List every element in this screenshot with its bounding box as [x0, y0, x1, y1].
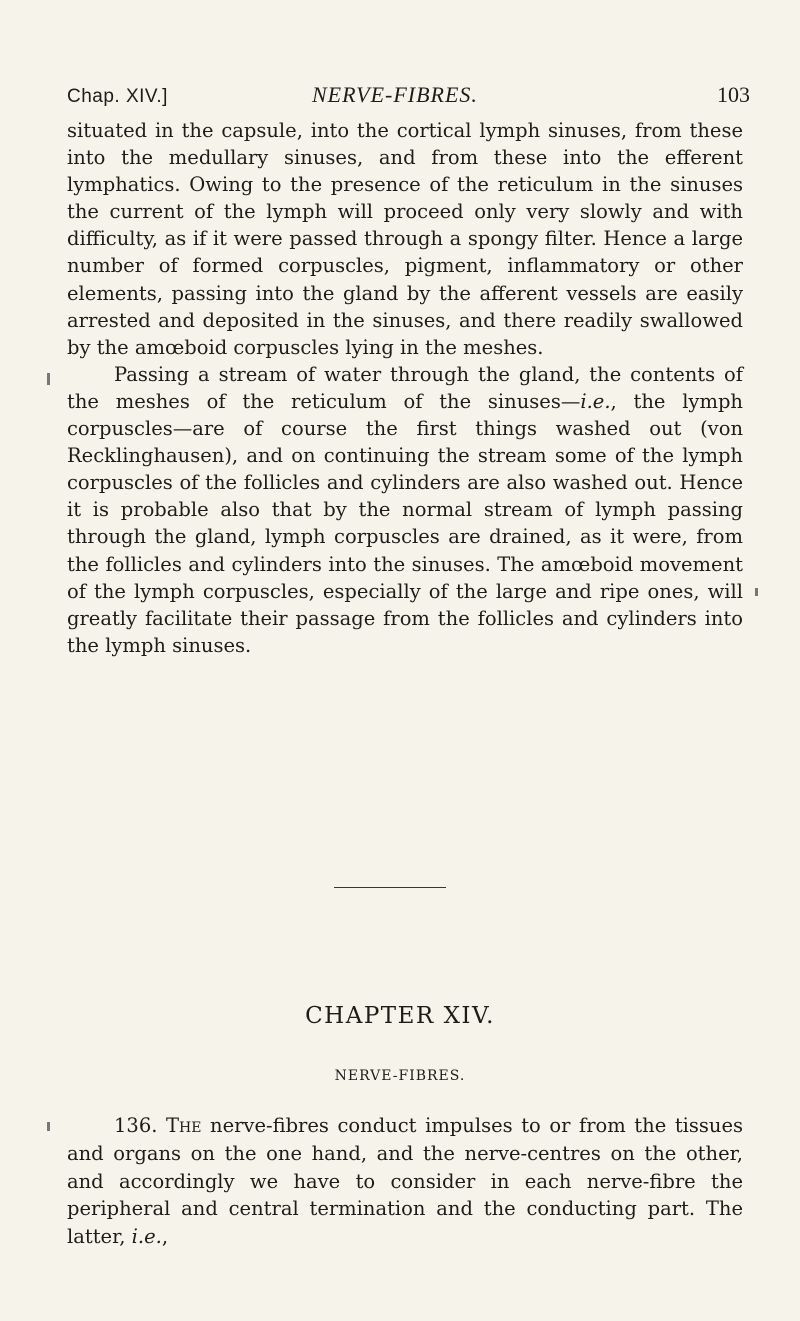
running-head [67, 82, 750, 112]
margin-speck [47, 373, 50, 385]
margin-speck [755, 588, 758, 596]
section-number: 136. [114, 1114, 158, 1137]
paragraph-text: , the lymph corpuscles—are of course the first things washed out (von Recklinghausen), and on continuing the stream some of the lymph corpuscles of the follicles and cylinders are also washed out. Hence it is probable also that by the normal stream of lymph passing through the gland, lymph corpuscles are drained, as it were, from the follicles and cylinders into the sinuses. The amœboid movement of the lymph corpuscles, especially of the large and ripe ones, will greatly facilitate their passage from the follicles and cylinders into the lymph sinuses. [67, 389, 743, 657]
running-head-title: NERVE-FIBRES. [312, 82, 478, 107]
paragraph-water-stream [67, 361, 743, 659]
lead-word: The [166, 1114, 202, 1137]
running-head-chapter: Chap. XIV.] [67, 86, 168, 107]
chapter-subheading: NERVE-FIBRES. [334, 1068, 466, 1084]
paragraph-text: Passing a stream of water through the gland, the contents of the meshes of the reticulum of the sinuses— [67, 362, 743, 413]
trailing-punctuation: , [161, 1225, 169, 1249]
paragraph-136 [67, 1112, 743, 1251]
abbreviation-ie: i.e. [580, 389, 611, 413]
paragraph-continued: situated in the capsule, into the cortical lymph sinuses, from these into the medullary sinuses, and from these into the efferent lymphatics. Owing to the presence of the reticulum in the sinuses the current of the lymph will proceed only very slowly and with difficulty, as if it were passed through a spongy filter. Hence a large number of formed corpuscles, pigment, inflammatory or other elements, passing into the gland by the afferent vessels are easily arrested and deposited in the sinuses, and there readily swallowed by the amœboid corpuscles lying in the meshes. [67, 119, 743, 359]
section-divider-rule [334, 887, 446, 888]
paragraph-text: nerve-fibres conduct impulses to or from the tissues and organs on the one hand, and the nerve-centres on the other, and accordingly we have to consider in each nerve-fibre the peripheral and central termination and the conducting part. The latter, [67, 1114, 744, 1249]
page-number: 103 [717, 82, 750, 107]
margin-speck [47, 1122, 50, 1131]
body-text [67, 117, 743, 659]
chapter-heading: CHAPTER XIV. [305, 1003, 495, 1029]
abbreviation-ie: i.e. [131, 1225, 162, 1249]
